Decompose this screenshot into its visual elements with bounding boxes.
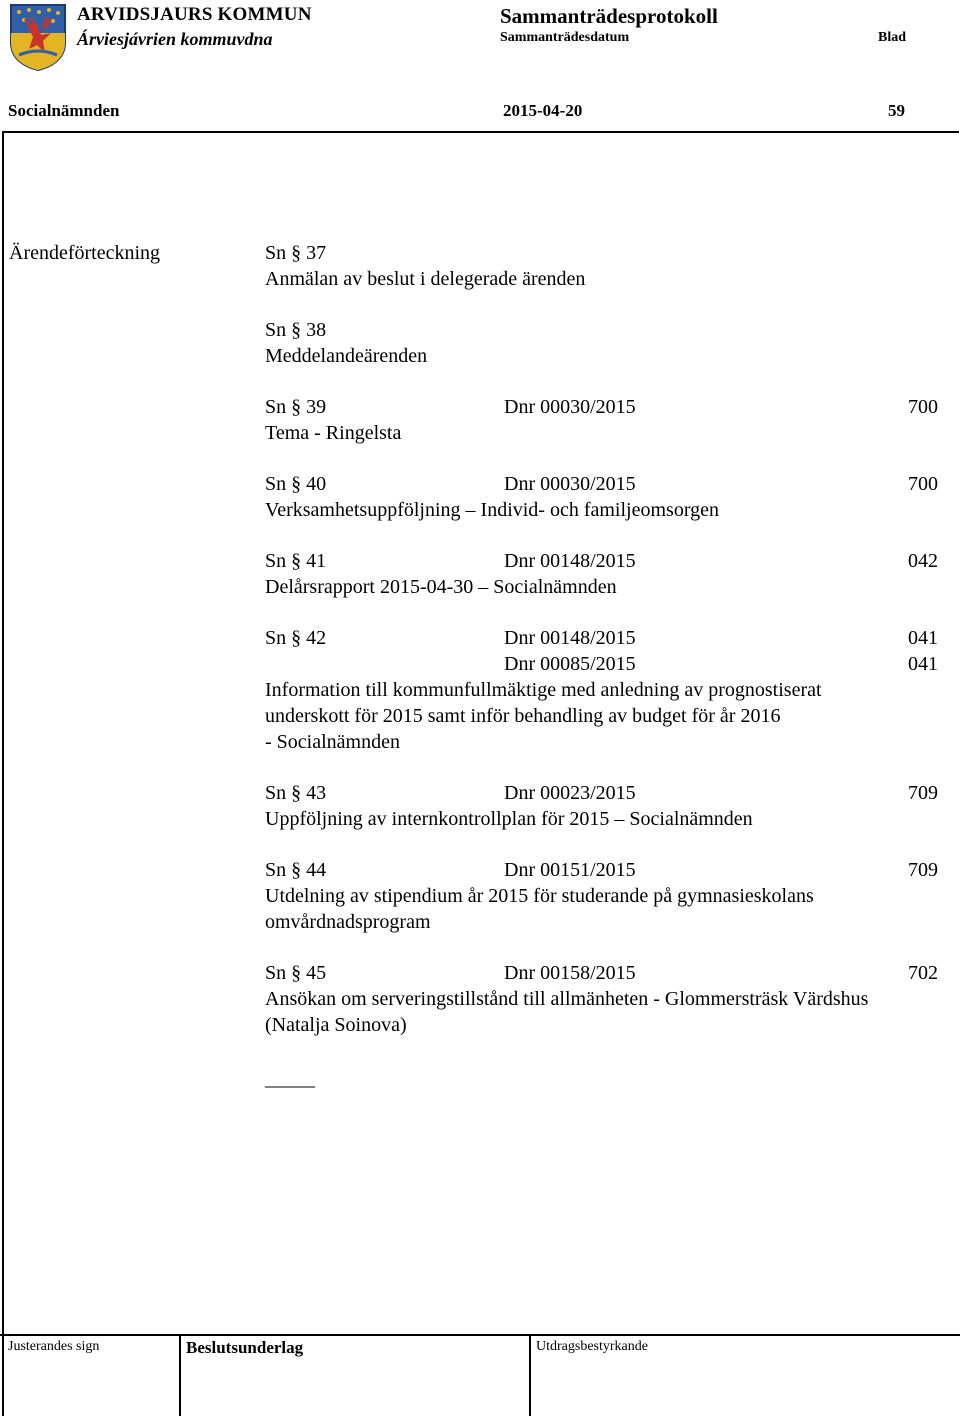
- footer-divider-1: [179, 1334, 181, 1416]
- entry-title-line: Anmälan av beslut i delegerade ärenden: [265, 268, 586, 290]
- entry-title-line: (Natalja Soinova): [265, 1014, 407, 1036]
- entry-dnr: Dnr 00148/2015: [504, 550, 636, 572]
- entry-archive-code: 041: [908, 627, 938, 649]
- page-label: Blad: [878, 30, 907, 45]
- entry-title-line: Tema - Ringelsta: [265, 422, 402, 444]
- entry-paragraph-number: Sn § 39: [265, 396, 327, 418]
- entry-dnr: Dnr 00151/2015: [504, 859, 636, 881]
- entry-paragraph-number: Sn § 41: [265, 550, 327, 572]
- signature-label: Justerandes sign: [8, 1339, 100, 1354]
- entry-paragraph-number: Sn § 42: [265, 627, 327, 649]
- entry-title-line: Information till kommunfullmäktige med anledning av prognostiserat: [265, 679, 822, 701]
- entry-dnr-secondary: Dnr 00085/2015: [504, 653, 636, 675]
- entry-paragraph-number: Sn § 38: [265, 319, 327, 341]
- entry-archive-code: 700: [908, 396, 938, 418]
- entry-archive-code: 702: [908, 962, 938, 984]
- entry-paragraph-number: Sn § 37: [265, 242, 327, 264]
- entry-archive-code: 042: [908, 550, 938, 572]
- municipality-crest-icon: [9, 3, 67, 71]
- entry-dnr: Dnr 00030/2015: [504, 396, 636, 418]
- footer-divider: [0, 1334, 960, 1336]
- entry-archive-code: 709: [908, 782, 938, 804]
- entry-paragraph-number: Sn § 43: [265, 782, 327, 804]
- index-label: Ärendeförteckning: [9, 242, 161, 264]
- entry-paragraph-number: Sn § 44: [265, 859, 327, 881]
- entry-title-line: underskott för 2015 samt inför behandling av budget för år 2016: [265, 705, 781, 727]
- footer-border-left: [2, 1334, 4, 1416]
- footer-divider-2: [529, 1334, 531, 1416]
- board-name: Socialnämnden: [8, 101, 120, 120]
- entry-paragraph-number: Sn § 40: [265, 473, 327, 495]
- decision-basis-label: Beslutsunderlag: [186, 1338, 304, 1357]
- extract-certification-label: Utdragsbestyrkande: [536, 1339, 648, 1354]
- municipality-name-sami: Árviesjávrien kommuvdna: [77, 29, 273, 49]
- meeting-date: 2015-04-20: [503, 101, 583, 120]
- entry-title-line: Uppföljning av internkontrollplan för 2015 – Socialnämnden: [265, 808, 753, 830]
- entry-title-line: - Socialnämnden: [265, 731, 400, 753]
- entry-title-line: Utdelning av stipendium år 2015 för studerande på gymnasieskolans: [265, 885, 814, 907]
- entry-dnr: Dnr 00023/2015: [504, 782, 636, 804]
- entry-archive-code: 700: [908, 473, 938, 495]
- entry-title-line: Meddelandeärenden: [265, 345, 428, 367]
- entry-title-line: omvårdnadsprogram: [265, 911, 431, 933]
- meeting-date-label: Sammanträdesdatum: [500, 30, 630, 45]
- page-number: 59: [888, 101, 905, 120]
- entry-paragraph-number: Sn § 45: [265, 962, 327, 984]
- entry-dnr: Dnr 00148/2015: [504, 627, 636, 649]
- entry-archive-code: 709: [908, 859, 938, 881]
- entry-title-line: Ansökan om serveringstillstånd till allmänheten - Glommersträsk Värdshus: [265, 988, 869, 1010]
- content-frame: [2, 131, 959, 1336]
- entry-title-line: Verksamhetsuppföljning – Individ- och familjeomsorgen: [265, 499, 719, 521]
- entry-archive-code-secondary: 041: [908, 653, 938, 675]
- protocol-title: Sammanträdesprotokoll: [500, 4, 718, 28]
- entry-dnr: Dnr 00158/2015: [504, 962, 636, 984]
- entry-dnr: Dnr 00030/2015: [504, 473, 636, 495]
- entry-title-line: Delårsrapport 2015-04-30 – Socialnämnden: [265, 576, 617, 598]
- end-marker: _____: [265, 1068, 315, 1090]
- municipality-name: ARVIDSJAURS KOMMUN: [77, 4, 312, 25]
